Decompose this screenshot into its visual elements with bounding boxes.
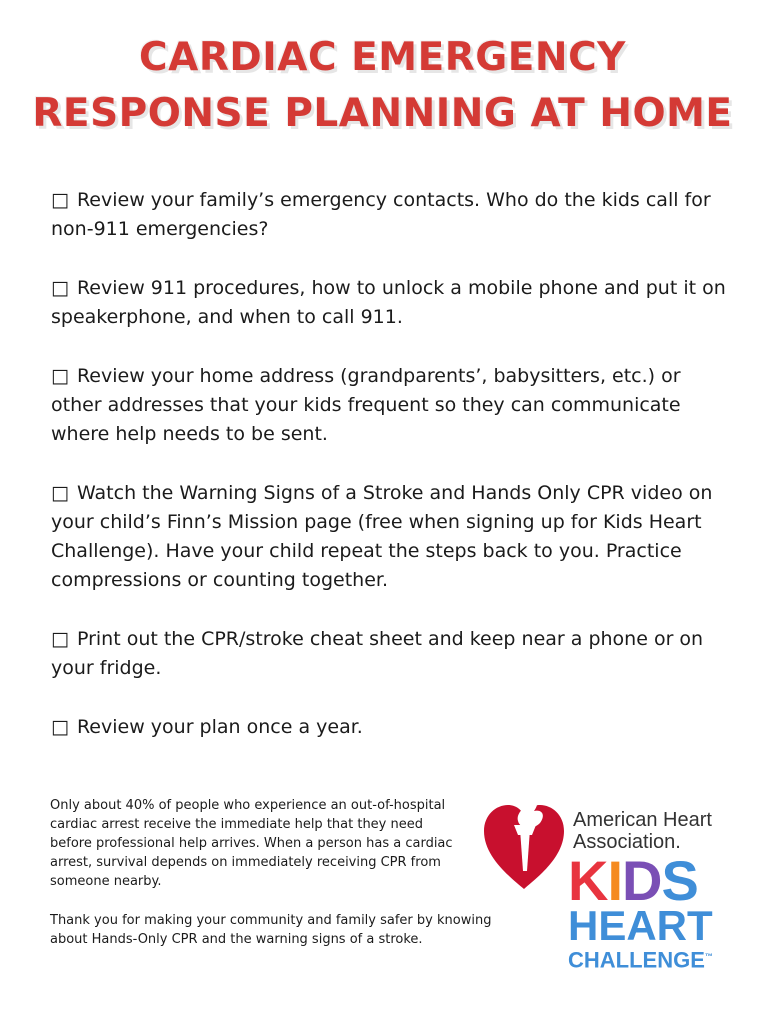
checklist-item [51, 713, 731, 742]
checkbox-icon[interactable]: □ [51, 482, 69, 504]
kids-letter-d: D [622, 849, 662, 912]
checklist-item [51, 274, 731, 332]
checklist-item-text: Review your plan once a year. [76, 716, 363, 738]
challenge-text: CHALLENGE [568, 947, 705, 973]
aha-line-2: Association. [573, 831, 681, 853]
checklist-item [51, 479, 731, 595]
checklist-item [51, 186, 731, 244]
checkbox-icon[interactable]: □ [51, 189, 69, 211]
footer-text [50, 796, 520, 969]
thank-you-paragraph: Thank you for making your community and family safer by knowing about Hands-Only CPR and the warning signs of a stroke. [50, 913, 492, 947]
cardiac-arrest-stat-paragraph: Only about 40% of people who experience an out-of-hospital cardiac arrest receive the immediate help that they need before professional help arrives. When a person has a cardiac arrest, survival depends on immediately receiving CPR from someone nearby. [50, 798, 453, 889]
checklist-item [51, 625, 731, 683]
kids-letter-k: K [568, 849, 608, 912]
kids-letter-s: S [661, 849, 698, 912]
heart-torch-icon [480, 785, 570, 895]
checklist-item-text: Review your home address (grandparents’, babysitters, etc.) or other addresses that your kids frequent so they can communicate where help needs to be sent. [51, 365, 681, 445]
aha-wordmark [573, 809, 712, 853]
checklist-item-text: Print out the CPR/stroke cheat sheet and keep near a phone or on your fridge. [51, 628, 704, 679]
aha-line-1: American Heart [573, 809, 712, 831]
trademark-mark: ™ [704, 952, 713, 961]
kids-word [568, 849, 713, 912]
checklist-item-text: Watch the Warning Signs of a Stroke and Hands Only CPR video on your child’s Finn’s Mission page (free when signing up for Kids Heart Challenge). Have your child repeat the steps back to you. Practice compressions or counting together. [51, 482, 713, 591]
checklist [51, 186, 731, 772]
page-title-line-2: RESPONSE PLANNING AT HOME [32, 91, 733, 136]
checkbox-icon[interactable]: □ [51, 628, 69, 650]
page-title-line-1: CARDIAC EMERGENCY [139, 35, 626, 80]
checkbox-icon[interactable]: □ [51, 716, 69, 738]
khc-wordmark [568, 849, 713, 973]
page-title [0, 30, 765, 142]
checkbox-icon[interactable]: □ [51, 277, 69, 299]
kids-heart-challenge-logo [480, 785, 750, 985]
checklist-item [51, 362, 731, 449]
challenge-word [568, 945, 713, 972]
checklist-item-text: Review 911 procedures, how to unlock a mobile phone and put it on speakerphone, and when to call 911. [51, 277, 726, 328]
checkbox-icon[interactable]: □ [51, 365, 69, 387]
checklist-item-text: Review your family’s emergency contacts. Who do the kids call for non-911 emergencies? [51, 189, 711, 240]
heart-word: HEART [568, 902, 713, 949]
kids-letter-i: I [607, 849, 623, 912]
